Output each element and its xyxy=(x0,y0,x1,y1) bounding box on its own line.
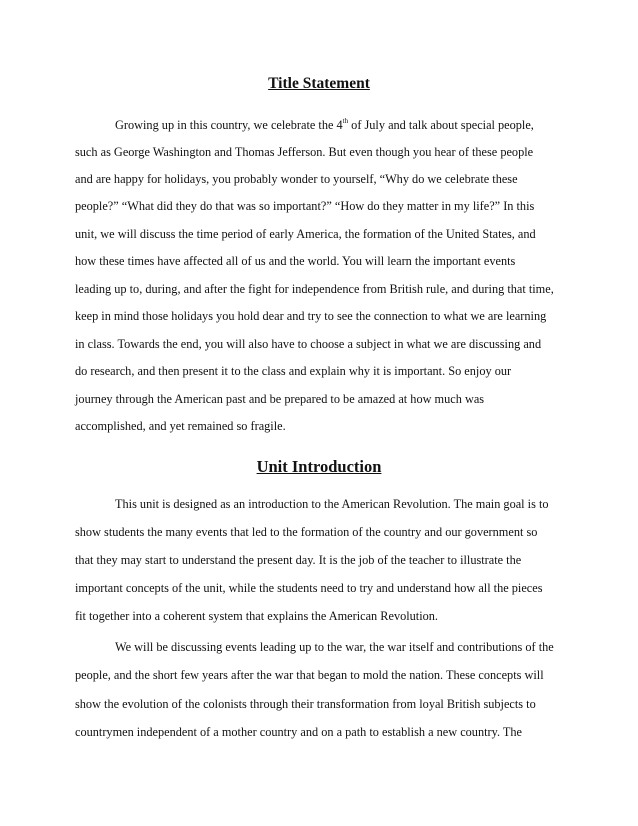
paragraph-line: accomplished, and yet remained so fragile. xyxy=(75,419,286,433)
paragraph-line xyxy=(115,117,615,133)
paragraph-line: We will be discussing events leading up to the war, the war itself and contributions of the xyxy=(115,640,554,654)
paragraph-line: countrymen independent of a mother country and on a path to establish a new country. The xyxy=(75,725,522,739)
paragraph-line: people, and the short few years after the war that began to mold the nation. These concepts will xyxy=(75,668,544,682)
paragraph-line: fit together into a coherent system that explains the American Revolution. xyxy=(75,609,439,623)
ordinal-suffix: th xyxy=(342,117,349,125)
paragraph-line: how these times have affected all of us and the world. You will learn the important events xyxy=(75,254,516,268)
paragraph-line: people?” “What did they do that was so important?” “How do they matter in my life?” In this xyxy=(75,199,535,213)
line-text: of July and talk about special people, xyxy=(348,118,534,132)
title-statement-heading: Title Statement xyxy=(268,75,370,92)
paragraph-line: in class. Towards the end, you will also have to choose a subject in what we are discussing and xyxy=(75,337,542,351)
line-text: Growing up in this country, we celebrate the 4 xyxy=(115,118,343,132)
paragraph-line: keep in mind those holidays you hold dear and try to see the connection to what we are learning xyxy=(75,309,547,323)
paragraph-line: do research, and then present it to the class and explain why it is important. So enjoy our xyxy=(75,364,512,378)
paragraph-line: unit, we will discuss the time period of early America, the formation of the United States, and xyxy=(75,227,536,241)
paragraph-line: leading up to, during, and after the fight for independence from British rule, and during that time, xyxy=(75,282,554,296)
paragraph-line: journey through the American past and be prepared to be amazed at how much was xyxy=(75,392,485,406)
paragraph-line: show students the many events that led to the formation of the country and our government so xyxy=(75,525,538,539)
unit-introduction-heading: Unit Introduction xyxy=(256,457,382,476)
paragraph-line: show the evolution of the colonists through their transformation from loyal British subjects to xyxy=(75,697,536,711)
paragraph-line: This unit is designed as an introduction to the American Revolution. The main goal is to xyxy=(115,497,549,511)
paragraph-line: that they may start to understand the present day. It is the job of the teacher to illustrate the xyxy=(75,553,522,567)
paragraph-line: important concepts of the unit, while the students need to try and understand how all the pieces xyxy=(75,581,543,595)
paragraph-line: and are happy for holidays, you probably wonder to yourself, “Why do we celebrate these xyxy=(75,172,518,186)
paragraph-line: such as George Washington and Thomas Jefferson. But even though you hear of these people xyxy=(75,145,534,159)
